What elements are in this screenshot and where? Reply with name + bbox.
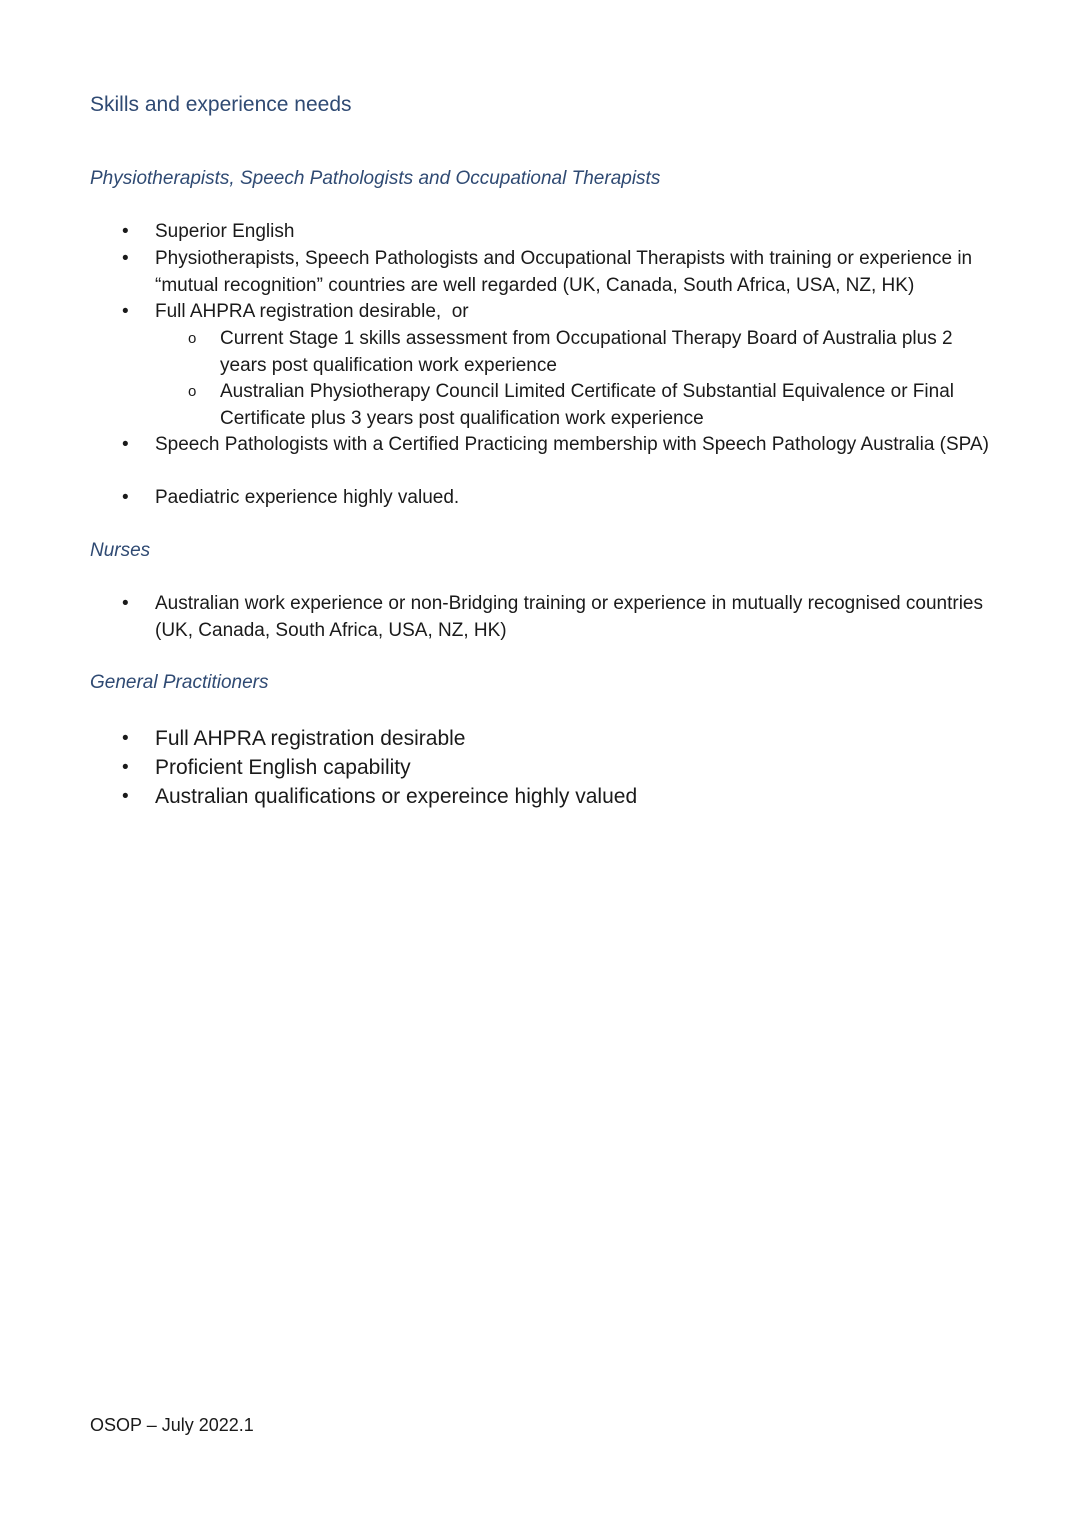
- list-item: Paediatric experience highly valued.: [155, 487, 460, 508]
- list-item: Physiotherapists, Speech Pathologists and Occupational Therapists with training or experience in “mutual recognition” countries are well regarded (UK, Canada, South Africa, USA, NZ, HK): [155, 248, 973, 296]
- bullet-marker: •: [122, 757, 129, 778]
- bullet-marker: •: [122, 728, 129, 749]
- bullet-marker: •: [122, 221, 129, 242]
- bullet-marker: •: [122, 487, 129, 508]
- list-item: Proficient English capability: [155, 756, 411, 779]
- sub-list-item: Australian Physiotherapy Council Limited Certificate of Substantial Equivalence or Final Certificate plus 3 years post qualification work experience: [220, 381, 954, 429]
- section-heading-allied-health: Physiotherapists, Speech Pathologists and Occupational Therapists: [90, 168, 661, 189]
- list-item: Superior English: [155, 221, 295, 242]
- sub-bullet-marker: o: [188, 383, 197, 400]
- page-title: Skills and experience needs: [90, 93, 352, 116]
- section-heading-nurses: Nurses: [90, 540, 151, 561]
- list-item: Full AHPRA registration desirable: [155, 727, 466, 750]
- bullet-marker: •: [122, 301, 129, 322]
- list-item: Australian qualifications or expereince highly valued: [155, 785, 638, 808]
- list-item: Australian work experience or non-Bridging training or experience in mutually recognised countries (UK, Canada, South Africa, USA, NZ, HK): [155, 593, 983, 641]
- bullet-marker: •: [122, 434, 129, 455]
- page-footer: OSOP – July 2022.1: [90, 1415, 254, 1435]
- bullet-marker: •: [122, 593, 129, 614]
- section-heading-general-practitioners: General Practitioners: [90, 672, 269, 693]
- sub-list-item: Current Stage 1 skills assessment from Occupational Therapy Board of Australia plus 2 years post qualification work experience: [220, 328, 953, 376]
- bullet-marker: •: [122, 786, 129, 807]
- list-item: Speech Pathologists with a Certified Practicing membership with Speech Pathology Australia (SPA): [155, 434, 989, 455]
- list-item: Full AHPRA registration desirable, or: [155, 301, 469, 322]
- sub-bullet-marker: o: [188, 330, 197, 347]
- bullet-marker: •: [122, 248, 129, 269]
